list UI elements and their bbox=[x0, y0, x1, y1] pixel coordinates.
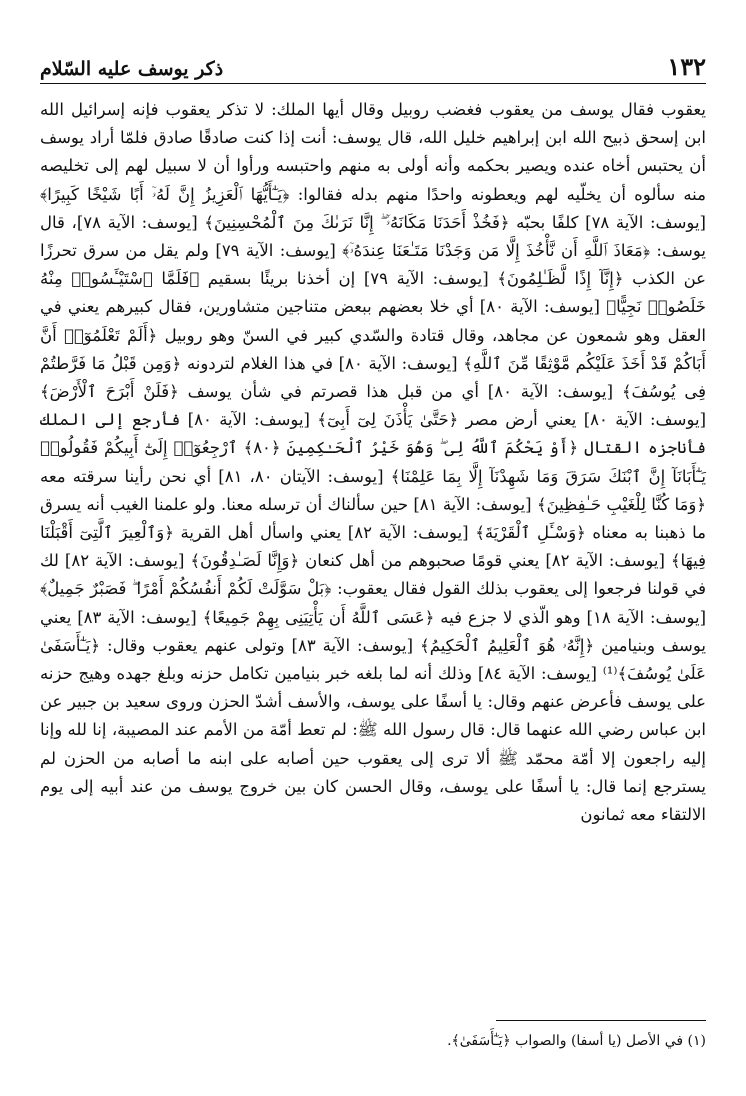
page-header bbox=[40, 50, 706, 84]
footnote-separator bbox=[496, 1020, 706, 1021]
running-title: ذكر يوسف عليه السّلام bbox=[40, 58, 224, 80]
body-paragraph: يعقوب فقال يوسف من يعقوب فغضب روبيل وقال أيها الملك: لا تذكر يعقوب فإنه إسرائيل الله ابن إسحق ذبيح الله ابن إبراهيم خليل الله، قال يوسف: أنت إذا كنت صادقًا صادق فلمّا أراد يوسف أن يحتبس أخاه عنده ويصير بحكمه وأنه أولى به منهم واحتبسه ورأوا أن لا سبيل لهم إلى تخليصه منه سألوه أن يخلّيه لهم ويعطونه واحدًا منهم بدله فقالوا: ﴿يَـٰٓأَيُّهَا ٱلْعَزِيزُ إِنَّ لَهُۥٓ أَبًا شَيْخًا كَبِيرًا﴾ [يوسف: الآية ٧٨] كلفًا بحبّه ﴿فَخُذْ أَحَدَنَا مَكَانَهُۥٓ ۖ إِنَّا نَرَىٰكَ مِنَ ٱلْمُحْسِنِينَ﴾ [يوسف: الآية ٧٨]، قال يوسف: ﴿مَعَاذَ ٱللَّهِ أَن نَّأْخُذَ إِلَّا مَن وَجَدْنَا مَتَـٰعَنَا عِندَهُۥٓ﴾ [يوسف: الآية ٧٩] ولم يقل من سرق تحرزًا عن الكذب ﴿إِنَّآ إِذًا لَّظَـٰلِمُونَ﴾ [يوسف: الآية ٧٩] إن أخذنا بريئًا بسقيم ﴿فَلَمَّا ٱسْتَيْـَٔسُوا۟ مِنْهُ خَلَصُوا۟ نَجِيًّا﴾ [يوسف: الآية ٨٠] أي خلا بعضهم ببعض متناجين متشاورين، فقال كبيرهم يعني في العقل وهو شمعون عن مجاهد، وقال قتادة والسّدي كبير في السنّ وهو روبيل ﴿أَلَمْ تَعْلَمُوٓا۟ أَنَّ أَبَاكُمْ قَدْ أَخَذَ عَلَيْكُم مَّوْثِقًا مِّنَ ٱللَّهِ﴾ [يوسف: الآية ٨٠] في هذا الغلام لتردونه ﴿وَمِن قَبْلُ مَا فَرَّطتُمْ فِى يُوسُفَ﴾ [يوسف: الآية ٨٠] أي من قبل هذا قصرتم في شأن يوسف ﴿فَلَنْ أَبْرَحَ ٱلْأَرْضَ﴾ [يوسف: الآية ٨٠] يعني أرض مصر ﴿حَتَّىٰ يَأْذَنَ لِىٓ أَبِىٓ﴾ [يوسف: الآية ٨٠] فأرجع إلى الملك فأناجزه القتال ﴿أَوْ يَحْكُمَ ٱللَّهُ لِى ۖ وَهُوَ خَيْرُ ٱلْحَـٰكِمِينَ ﴿٨٠﴾ ٱرْجِعُوٓا۟ إِلَىٰٓ أَبِيكُمْ فَقُولُوا۟ يَـٰٓأَبَانَآ إِنَّ ٱبْنَكَ سَرَقَ وَمَا شَهِدْنَآ إِلَّا بِمَا عَلِمْنَا﴾ [يوسف: الآيتان ٨٠، ٨١] أي نحن رأينا سرقته معه ﴿وَمَا كُنَّا لِلْغَيْبِ حَـٰفِظِينَ﴾ [يوسف: الآية ٨١] حين سألناك أن ترسله معنا. ولو علمنا الغيب أنه يسرق ما ذهبنا به معناه ﴿وَسْـَٔلِ ٱلْقَرْيَةَ﴾ [يوسف: الآية ٨٢] يعني واسأل أهل القرية ﴿وَٱلْعِيرَ ٱلَّتِىٓ أَقْبَلْنَا فِيهَا﴾ [يوسف: الآية ٨٢] يعني قومًا صحبوهم من أهل كنعان ﴿وَإِنَّا لَصَـٰدِقُونَ﴾ [يوسف: الآية ٨٢] لك في قولنا فرجعوا إلى يعقوب بذلك القول فقال يعقوب: ﴿بَلْ سَوَّلَتْ لَكُمْ أَنفُسُكُمْ أَمْرًا ۖ فَصَبْرٌ جَمِيلٌ﴾ [يوسف: الآية ١٨] وهو الّذي لا جزع فيه ﴿عَسَى ٱللَّهُ أَن يَأْتِيَنِى بِهِمْ جَمِيعًا﴾ [يوسف: الآية ٨٣] يعني يوسف وبنيامين ﴿إِنَّهُۥ هُوَ ٱلْعَلِيمُ ٱلْحَكِيمُ﴾ [يوسف: الآية ٨٣] وتولى عنهم يعقوب وقال: ﴿يَـٰٓأَسَفَىٰ عَلَىٰ يُوسُفَ﴾⁽¹⁾ [يوسف: الآية ٨٤] وذلك أنه لما بلغه خبر بنيامين تكامل حزنه وبلغ جهده وهيج حزنه على يوسف فأعرض عنهم وقال: يا أسفًا على يوسف، والأسف أشدّ الحزن وروى سعيد بن جبير عن ابن عباس رضي الله عنهما قال: قال رسول الله ﷺ: لم تعط أمّة من الأمم عند المصيبة، إنا لله وإنا إليه راجعون إلا أمّة محمّد ﷺ ألا ترى إلى يعقوب حين أصابه على ابنه ما أصابه من الحزن لم يسترجع إنما قال: يا أسفًا على يوسف، وقال الحسن كان بين خروج يوسف من عند أبيه إلى يوم الالتقاء معه ثمانون bbox=[40, 100, 707, 825]
footnote: (١) في الأصل (يا أسفا) والصواب ﴿يَـٰٓأَسَفَىٰ﴾. bbox=[447, 1033, 706, 1049]
page-number: ١٣٢ bbox=[667, 52, 706, 81]
main-text bbox=[40, 96, 706, 829]
book-page bbox=[40, 0, 706, 1096]
